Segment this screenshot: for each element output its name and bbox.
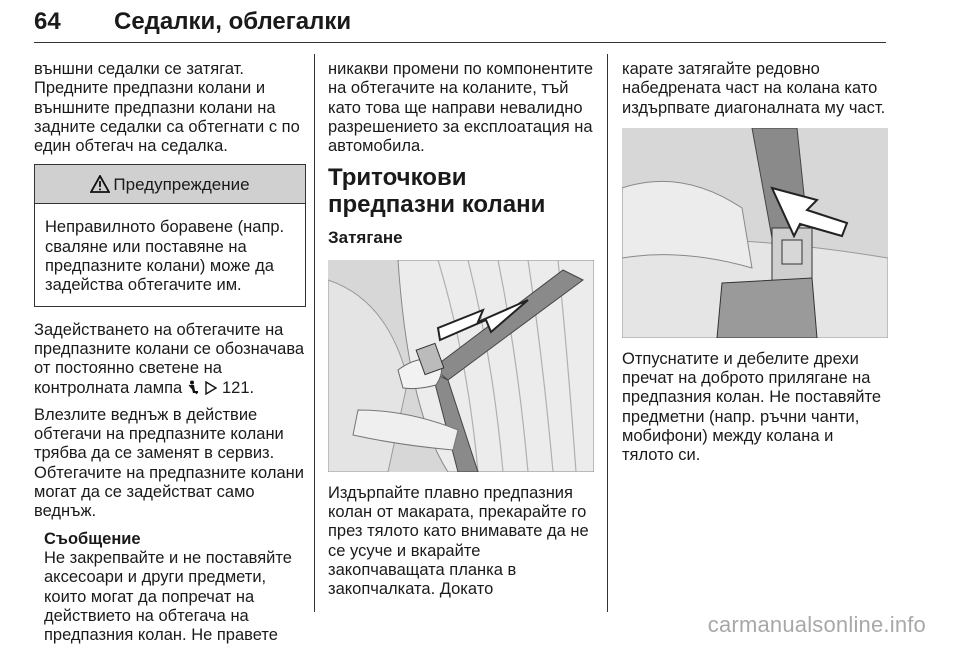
- header-rule: [34, 42, 886, 43]
- section-heading: Триточкови предпазни колани: [328, 164, 546, 219]
- page-number: 64: [34, 8, 61, 35]
- after-figure-paragraph: Издърпайте плавно предпазния колан от макарата, прекарайте го през тялото като внимавате да не се усуче и вкарайте закопчаващата планка в закопчалката. Докато: [328, 483, 589, 599]
- activation-text: Задействането на обтегачите на предпазните колани се обозначава от постоянно светене на контролната лампа: [34, 320, 305, 397]
- page-reference: 121.: [221, 378, 255, 397]
- warning-body: Неправилното боравене (напр. сваляне или поставяне на предпазните колани) може да задейства обтегачите им.: [45, 218, 285, 295]
- column-3: [622, 60, 888, 474]
- intro-paragraph: външни седалки се затягат. Предните предпазни колани и външните предпазни колани на задните седалки са обтегнати с по един обтегач на седалка.: [34, 60, 300, 156]
- column-1: [34, 60, 306, 645]
- activation-paragraph: [34, 321, 306, 398]
- warning-box: [34, 164, 306, 306]
- warning-header: [35, 165, 305, 204]
- page-reference-icon: [205, 381, 217, 395]
- column-divider-1: [314, 54, 315, 612]
- after-figure-paragraph: Отпуснатите и дебелите дрехи пречат на доброто прилягане на предпазния колан. Не поставяйте предметни (напр. ръчни чанти, мобифони) между колана и тялото си.: [622, 349, 882, 465]
- column-2: [328, 60, 594, 608]
- note-body: Не закрепвайте и не поставяйте аксесоари и други предмети, които могат да попречат на действието на обтегача на предпазния колан. Не правете: [44, 548, 292, 645]
- page-title: Седалки, облегалки: [114, 8, 352, 35]
- warning-triangle-icon: [90, 175, 110, 193]
- buckle-illustration: [622, 128, 888, 338]
- column-divider-2: [607, 54, 608, 612]
- seatbelt-warning-lamp-icon: [187, 380, 201, 396]
- page-header: [34, 2, 886, 42]
- subsection-heading: Затягане: [328, 228, 403, 248]
- once-paragraph: Влезлите веднъж в действие обтегачи на предпазните колани трябва да се заменят в сервиз. Обтегачите на предпазните колани могат да се задействат само веднъж.: [34, 405, 304, 521]
- watermark: carmanualsonline.info: [707, 612, 926, 637]
- fastening-illustration: [328, 260, 594, 472]
- note-block: [34, 530, 306, 645]
- continued-paragraph: карате затягайте редовно набедрената част на колана като издърпвате диагоналната му част.: [622, 60, 886, 117]
- note-title: Съобщение: [44, 529, 141, 548]
- continued-paragraph: никакви промени по компонентите на обтегачите на коланите, тъй като това ще направи невалидно разрешението за експлоатация на автомобила.: [328, 60, 594, 156]
- warning-title: Предупреждение: [113, 174, 250, 194]
